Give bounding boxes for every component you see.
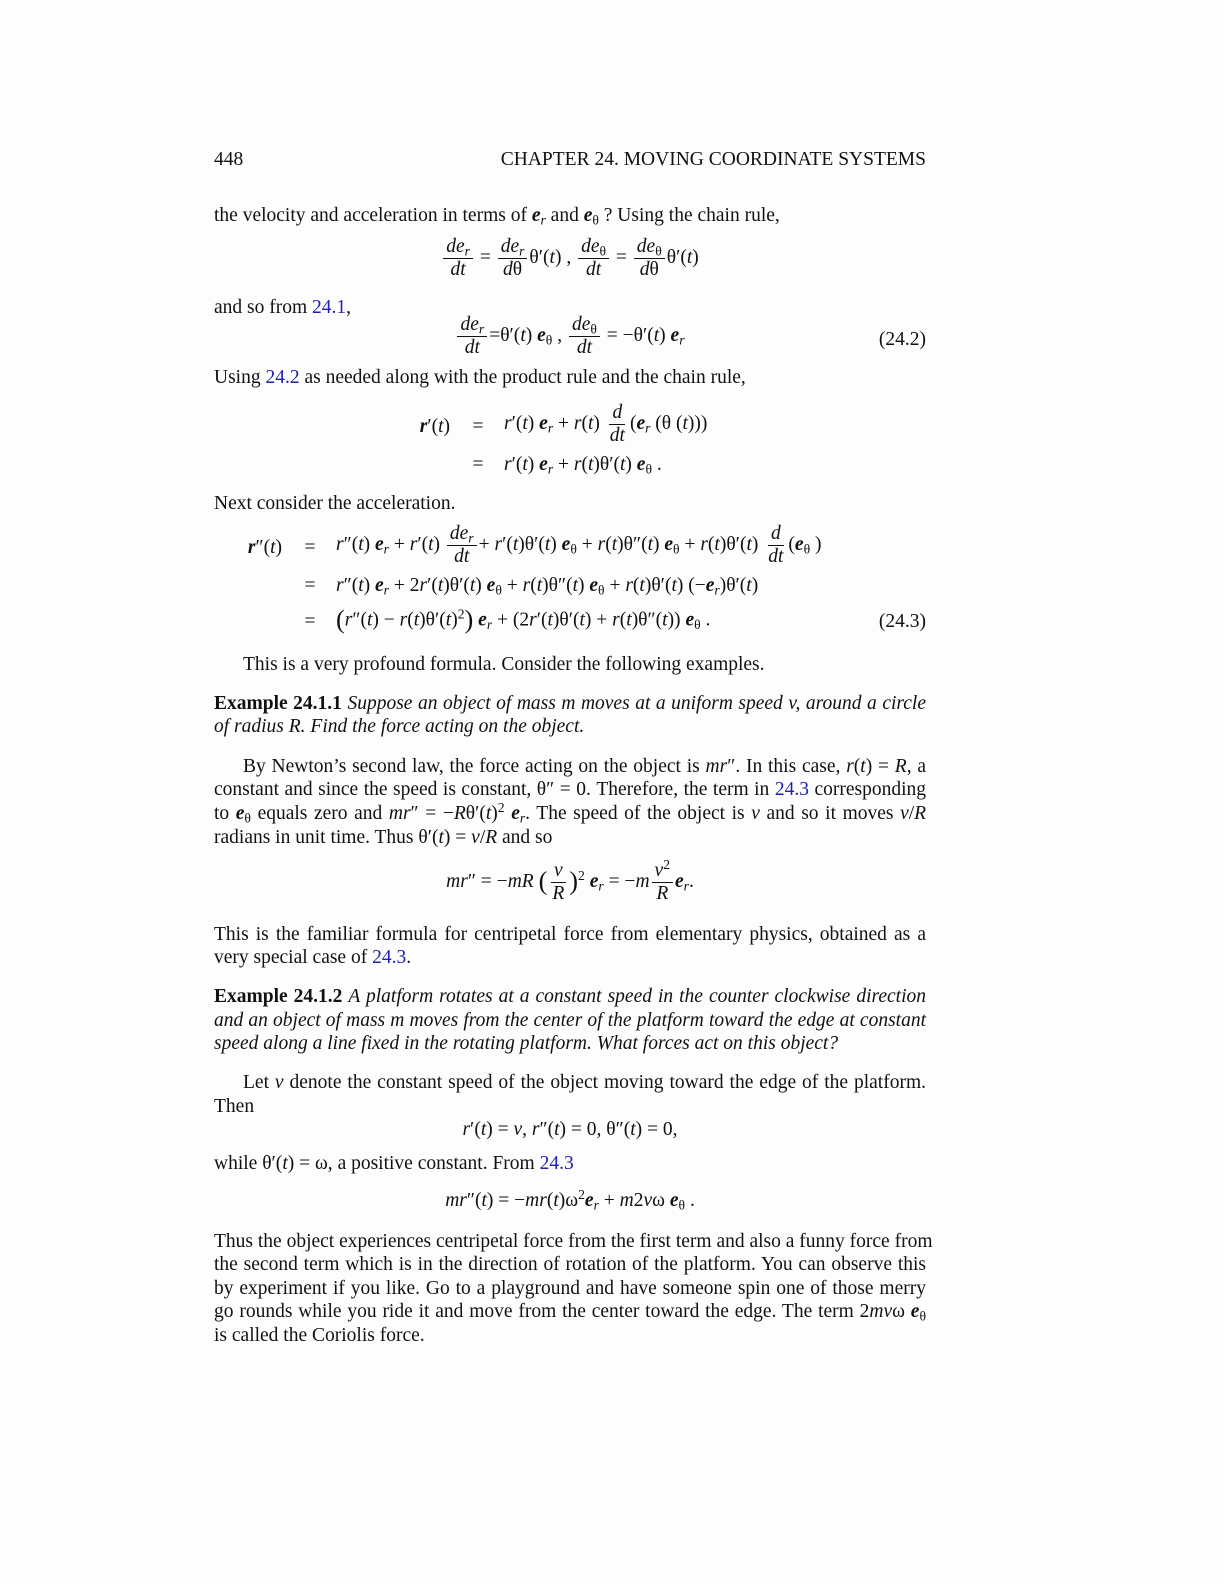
next-consider-line: Next consider the acceleration. — [214, 493, 456, 514]
example-2-line-1: Example 24.1.2 A platform rotates at a constant speed in the counter clockwise direction — [214, 986, 927, 1007]
ref-24-1[interactable]: 24.1 — [312, 297, 347, 318]
equation-24-2: $\frac{de_r}{dt}$ =θ′(t) $e_\theta$ , $\frac{de_\theta}{dt}$ = −θ′(t) $e_r$ — [214, 314, 926, 359]
example-2-label: Example 24.1.2 — [214, 986, 343, 1007]
velocity-rhs-2: r′(t) $e_r + r(t)\theta'(t)$ $e_\theta$ . — [504, 454, 662, 477]
example-1-line-1: Example 24.1.1 Suppose an object of mass m moves at a uniform speed v, around a circle — [214, 693, 926, 714]
ex1-body-line-2: constant and since the speed is constant, θ″ = 0. Therefore, the term in 24.3 corresponding — [214, 779, 926, 800]
ref-24-3-b[interactable]: 24.3 — [372, 947, 407, 968]
thus-line-4: go rounds while you ride it and move from the center toward the edge. The term 2mvω $e_\theta$ — [214, 1301, 926, 1324]
while-line: while θ′(t) = ω, a positive constant. From 24.3 — [214, 1153, 574, 1174]
example-1-line-2: of radius R. Find the force acting on the object. — [214, 716, 585, 737]
familiar-line-1: This is the familiar formula for centripetal force from elementary physics, obtained as a — [214, 924, 926, 945]
ex1-body-line-1: By Newton’s second law, the force acting on the object is mr″. In this case, r(t) = R, a — [243, 756, 927, 777]
ex2-body-line-2: Then — [214, 1096, 255, 1117]
thus-line-2: the second term which is in the direction of rotation of the platform. You can observe this — [214, 1254, 926, 1275]
familiar-line-2: very special case of 24.3. — [214, 947, 412, 968]
example-1-label: Example 24.1.1 — [214, 693, 342, 714]
ref-24-3-c[interactable]: 24.3 — [539, 1153, 574, 1174]
velocity-eq-sign-2: = — [472, 454, 484, 475]
velocity-eq-sign-1: = — [472, 416, 484, 437]
velocity-rhs-1: r′(t) $e_r + r(t)$ $\frac{d}{dt}$ ($e_r$ (θ (t))) — [504, 402, 708, 446]
example-2-line-2: and an object of mass m moves from the center of the platform toward the edge at constant — [214, 1010, 926, 1031]
coriolis-equation: $mr''(t) = -mr(t)\omega^2e_r + m2v\omega$ $e_\theta$ . — [445, 1187, 695, 1213]
ex1-body-line-4: radians in unit time. Thus θ′(t) = v/R and so — [214, 827, 553, 848]
eq-number-24-3: (24.3) — [878, 611, 926, 632]
ex1-body-line-3: to $e_\theta$ equals zero and $mr'' = -R\theta'(t)^2$ $e_r$. The speed of the object is v and so it moves v/R — [214, 800, 927, 826]
centripetal-equation: mr″ = −mR ( $\frac{v}{R}$ )$^2$ $e_r = -m$ $\frac{v^2}{R}$ $e_r$. — [446, 857, 694, 904]
accel-rhs-1: r″(t) $e_r + r'(t)$ $\frac{de_r}{dt}$ + r′(t)θ′(t) $e_\theta + r(t)\theta''(t) e_\theta + r(t)\theta'(t)$ $\frac{d}{dt}$ ($e_\theta$ ) — [336, 523, 822, 567]
chapter-title: CHAPTER 24. MOVING COORDINATE SYSTEMS — [500, 149, 926, 170]
thus-line-1: Thus the object experiences centripetal force from the first term and also a funny force from — [214, 1231, 933, 1252]
page-number: 448 — [214, 149, 244, 170]
accel-rhs-2: r″(t) $e_r + 2r'(t)\theta'(t) e_\theta + r(t)\theta''(t) e_\theta + r(t)\theta'(t)$ $(-e_r)\theta'(t)$ — [336, 575, 759, 598]
chain-rule-equation: $\frac{de_r}{dt}$ = $\frac{de_r}{d\theta}$ θ′(t) , $\frac{de_\theta}{dt}$ = $\frac{de_\theta}{d\theta}$ θ′(t) — [214, 236, 926, 281]
example-2-line-3: speed along a line fixed in the rotating platform. What forces act on this object? — [214, 1033, 839, 1054]
accel-rhs-3: $(r''(t) - r(t)\theta'(t)^2)$ $e_r + (2r'(t)\theta'(t) + r(t)\theta''(t))$ $e_\theta$ . — [336, 605, 711, 634]
thus-line-3: by experiment if you like. Go to a playground and have someone spin one of those merry — [214, 1278, 926, 1299]
thus-line-5: is called the Coriolis force. — [214, 1325, 425, 1346]
and-so-from-line: and so from 24.1, — [214, 297, 352, 318]
platform-equation: r′(t) = v, r″(t) = 0, θ″(t) = 0, — [462, 1119, 678, 1140]
accel-lhs: r″(t) — [247, 537, 282, 558]
velocity-lhs: r′(t) — [419, 416, 450, 437]
ref-24-3-a[interactable]: 24.3 — [774, 779, 809, 800]
accel-eq-sign-3: = — [304, 611, 316, 632]
using-line: Using 24.2 as needed along with the product rule and the chain rule, — [214, 367, 746, 388]
accel-eq-sign-1: = — [304, 537, 316, 558]
accel-eq-sign-2: = — [304, 575, 316, 596]
ref-24-2[interactable]: 24.2 — [265, 367, 300, 388]
profound-line: This is a very profound formula. Consider the following examples. — [243, 654, 765, 675]
intro-line: the velocity and acceleration in terms of $e_r$ and $e_\theta$ ? Using the chain rule, — [214, 205, 780, 228]
eq-number-24-2: (24.2) — [878, 329, 926, 350]
ex2-body-line-1: Let v denote the constant speed of the object moving toward the edge of the platform. — [243, 1072, 926, 1093]
